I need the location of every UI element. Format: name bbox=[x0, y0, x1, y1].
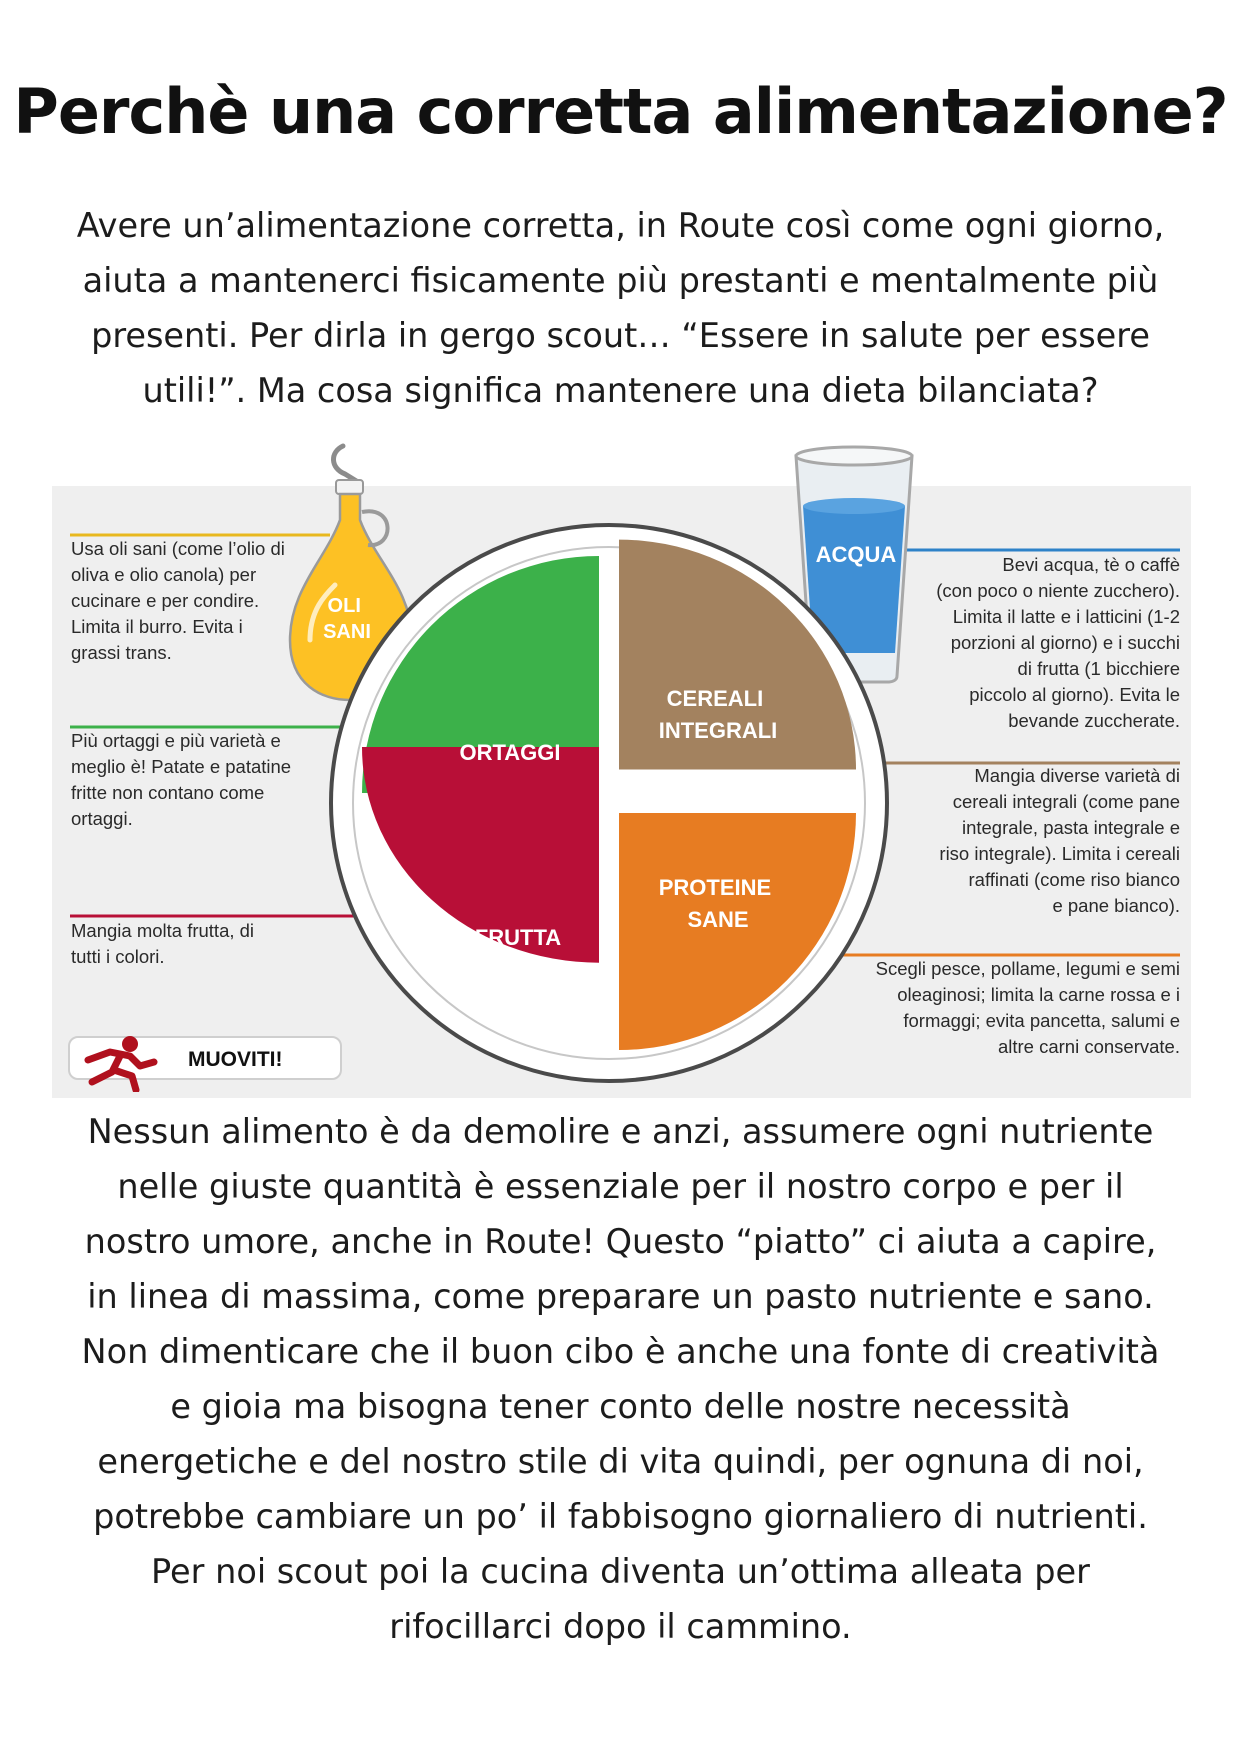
move-badge bbox=[68, 1036, 342, 1080]
grains-label-line-1: CEREALI bbox=[666, 686, 764, 711]
protein-label-line-1: PROTEINE bbox=[658, 875, 772, 900]
fruit-label: FRUTTA bbox=[474, 925, 562, 950]
oil-label-line-1: OLI bbox=[327, 595, 361, 617]
fruit-caption: Mangia molta frutta, di tutti i colori. bbox=[71, 920, 255, 967]
intro-paragraph: Avere un’alimentazione corretta, in Route così come ogni giorno, aiuta a mantenerci fisicamente più prestanti e mentalmente più presenti. Per dirla in gergo scout… “Essere in salute per essere utili!”. Ma cosa significa mantenere una dieta bilanciata? bbox=[76, 206, 1165, 410]
move-badge-label: MUOVITI! bbox=[188, 1048, 283, 1071]
oil-caption: Usa oli sani (come l’olio di oliva e olio canola) per cucinare e per condire. Limita il burro. Evita i grassi trans. bbox=[71, 538, 285, 663]
vegetables-label: ORTAGGI bbox=[459, 740, 561, 765]
vegetables-caption: Più ortaggi e più varietà e meglio è! Patate e patatine fritte non contano come ortaggi. bbox=[71, 730, 292, 829]
water-caption: Bevi acqua, tè o caffè (con poco o niente zucchero). Limita il latte e i latticini (1-2 porzioni al giorno) e i succhi di frutta (1 bicchiere piccolo al giorno). Evita le bevande zuccherate. bbox=[936, 554, 1180, 731]
runner-icon bbox=[74, 1032, 170, 1092]
grains-label-line-2: INTEGRALI bbox=[658, 718, 778, 743]
protein-caption: Scegli pesce, pollame, legumi e semi oleaginosi; limita la carne rossa e i formaggi; evita pancetta, salumi e altre carni conservate. bbox=[875, 958, 1180, 1057]
page-title: Perchè una corretta alimentazione? bbox=[13, 75, 1228, 148]
water-label: ACQUA bbox=[815, 542, 897, 567]
closing-paragraph: Nessun alimento è da demolire e anzi, assumere ogni nutriente nelle giuste quantità è essenziale per il nostro corpo e per il nostro umore, anche in Route! Questo “piatto” ci aiuta a capire, in linea di massima, come preparare un pasto nutriente e sano. Non dimenticare che il buon cibo è anche una fonte di creatività e gioia ma bisogna tener conto delle nostre necessità energetiche e del nostro stile di vita quindi, per ognuna di noi, potrebbe cambiare un po’ il fabbisogno giornaliero di nutrienti. Per noi scout poi la cucina diventa un’ottima alleata per rifocillarci dopo il cammino. bbox=[81, 1112, 1160, 1646]
oil-label-line-2: SANI bbox=[323, 621, 371, 643]
protein-label-line-2: SANE bbox=[687, 907, 749, 932]
grains-caption: Mangia diverse varietà di cereali integrali (come pane integrale, pasta integrale e riso integrale). Limita i cereali raffinati (come riso bianco e pane bianco). bbox=[939, 765, 1180, 916]
